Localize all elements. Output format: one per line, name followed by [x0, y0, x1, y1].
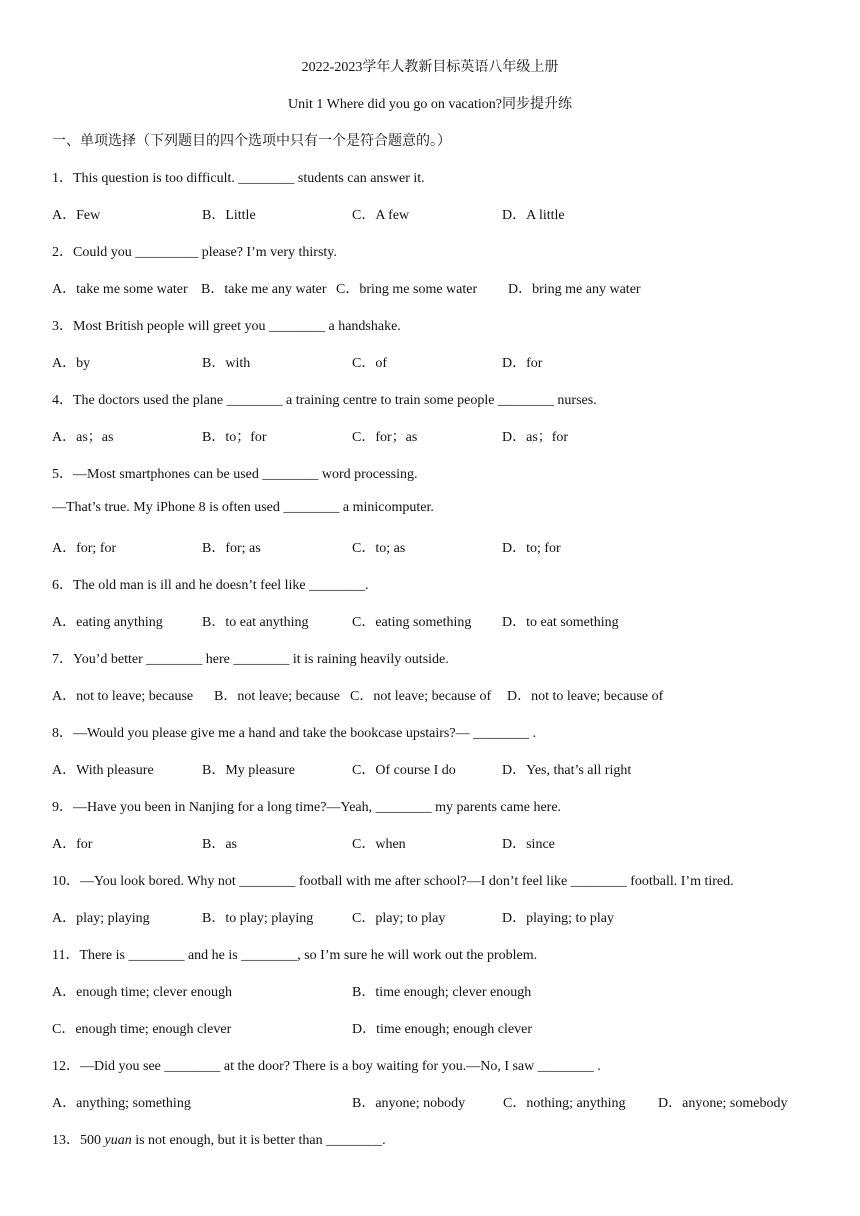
document-title: 2022-2023学年人教新目标英语八年级上册	[301, 60, 559, 75]
option-b: B．for; as	[202, 541, 261, 556]
question-stem: 3．Most British people will greet you ________ a handshake.	[52, 319, 401, 334]
option-c: C．of	[352, 356, 387, 371]
question-stem-line-2: —That’s true. My iPhone 8 is often used ________ a minicomputer.	[52, 500, 434, 515]
option-d: D．bring me any water	[508, 282, 641, 297]
stem-text: 13．500	[52, 1133, 105, 1148]
question-stem: 9．—Have you been in Nanjing for a long time?—Yeah, ________ my parents came here.	[52, 800, 562, 815]
section-heading: 一、单项选择（下列题目的四个选项中只有一个是符合题意的。）	[52, 134, 451, 149]
option-c: C．eating something	[352, 615, 472, 630]
option-a: A．With pleasure	[52, 763, 154, 778]
option-d: D．to eat something	[502, 615, 619, 630]
question-stem: 1．This question is too difficult. ________ students can answer it.	[52, 171, 425, 186]
question-stem: 4．The doctors used the plane ________ a training centre to train some people ________ nurses.	[52, 393, 597, 408]
option-b: B．Little	[202, 208, 256, 223]
option-b: B．My pleasure	[202, 763, 295, 778]
option-a: A．for	[52, 837, 93, 852]
option-c: C．not leave; because of	[350, 689, 492, 704]
option-d: D．to; for	[502, 541, 561, 556]
question-stem	[52, 1129, 386, 1149]
document-subtitle: Unit 1 Where did you go on vacation?同步提升练	[288, 97, 572, 112]
option-b: B．anyone; nobody	[352, 1096, 466, 1111]
option-d: D．Yes, that’s all right	[502, 763, 632, 778]
option-a: A．as；as	[52, 430, 114, 445]
question-stem: 6．The old man is ill and he doesn’t feel like ________.	[52, 578, 369, 593]
option-b: B．time enough; clever enough	[352, 985, 532, 1000]
question-stem: 2．Could you _________ please? I’m very thirsty.	[52, 245, 337, 260]
option-b: B．not leave; because	[214, 689, 340, 704]
option-c: C．to; as	[352, 541, 406, 556]
option-d: D．anyone; somebody	[658, 1096, 788, 1111]
option-c: C．bring me some water	[336, 282, 478, 297]
option-a: A．enough time; clever enough	[52, 985, 233, 1000]
option-b: B．take me any water	[201, 282, 327, 297]
stem-italic-word: yuan	[104, 1133, 132, 1148]
option-c: C．Of course I do	[352, 763, 456, 778]
option-b: B．to play; playing	[202, 911, 314, 926]
option-b: B．as	[202, 837, 237, 852]
question-stem: 12．—Did you see ________ at the door? There is a boy waiting for you.—No, I saw ________ .	[52, 1059, 601, 1074]
option-d: D．for	[502, 356, 543, 371]
option-a: A．anything; something	[52, 1096, 191, 1111]
option-c: C．for；as	[352, 430, 418, 445]
stem-text: is not enough, but it is better than ________.	[131, 1133, 386, 1148]
option-d: D．time enough; enough clever	[352, 1022, 533, 1037]
option-a: A．by	[52, 356, 91, 371]
option-c: C．enough time; enough clever	[52, 1022, 232, 1037]
option-d: D．since	[502, 837, 555, 852]
option-c: C．nothing; anything	[503, 1096, 626, 1111]
option-c: C．when	[352, 837, 406, 852]
option-a: A．not to leave; because	[52, 689, 194, 704]
question-stem: 10．—You look bored. Why not ________ football with me after school?—I don’t feel like ________ football. I’m tired.	[52, 874, 734, 889]
option-b: B．with	[202, 356, 251, 371]
question-stem: 5．—Most smartphones can be used ________ word processing.	[52, 467, 418, 482]
question-stem: 11．There is ________ and he is ________, so I’m sure he will work out the problem.	[52, 948, 538, 963]
option-c: C．A few	[352, 208, 410, 223]
option-d: D．as；for	[502, 430, 569, 445]
question-stem: 8．—Would you please give me a hand and take the bookcase upstairs?— ________ .	[52, 726, 537, 741]
option-d: D．A little	[502, 208, 565, 223]
option-b: B．to；for	[202, 430, 267, 445]
option-c: C．play; to play	[352, 911, 446, 926]
option-a: A．play; playing	[52, 911, 150, 926]
option-d: D．not to leave; because of	[507, 689, 664, 704]
option-a: A．Few	[52, 208, 101, 223]
option-d: D．playing; to play	[502, 911, 614, 926]
option-a: A．take me some water	[52, 282, 188, 297]
option-a: A．eating anything	[52, 615, 163, 630]
option-a: A．for; for	[52, 541, 117, 556]
option-b: B．to eat anything	[202, 615, 309, 630]
question-stem: 7．You’d better ________ here ________ it is raining heavily outside.	[52, 652, 449, 667]
